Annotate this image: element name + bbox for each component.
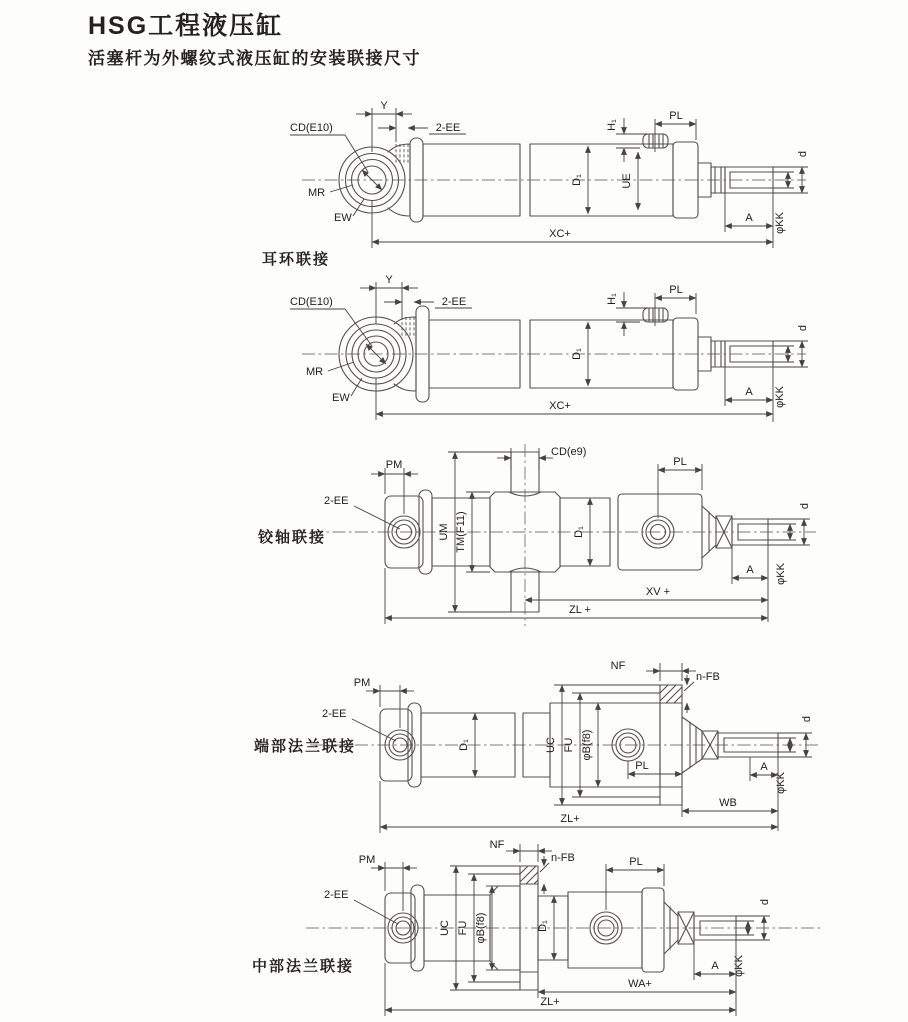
dim-label-xc: XC+ — [549, 228, 571, 240]
dim-label-pl: PL — [669, 110, 683, 122]
dim-label-ew: EW — [332, 392, 350, 404]
dim-label-fu: FU — [457, 920, 469, 936]
dim-label-y: Y — [385, 274, 393, 286]
dim-label-xc: XC+ — [549, 400, 571, 412]
dim-label-cd: CD(e9) — [551, 446, 587, 458]
dim-label-nf: NF — [610, 660, 626, 672]
dim-label-nfb: n-FB — [696, 671, 720, 683]
figure-middle-flange-mount — [250, 838, 830, 1022]
dim-label-h1: H₁ — [606, 293, 618, 305]
dim-label-a: A — [745, 212, 753, 224]
dim-label-a: A — [711, 960, 719, 972]
caption-trunnion-mount: 铰轴联接 — [258, 529, 327, 546]
dim-label-ee: 2-EE — [435, 122, 461, 134]
dimensions — [324, 839, 771, 1016]
dim-label-um: UM — [438, 523, 450, 541]
figure-eye-mount-1 — [250, 92, 810, 270]
dim-label-mr: MR — [308, 187, 326, 199]
dim-label-b: φB(f8) — [475, 912, 487, 944]
dim-label-d1: D₁ — [571, 348, 583, 360]
dim-label-kk: φKK — [775, 772, 787, 794]
dim-label-pl: PL — [629, 856, 643, 868]
dim-label-kk: φKK — [775, 563, 787, 585]
dim-label-zl: ZL+ — [560, 813, 580, 825]
caption-eye-mount: 耳环联接 — [262, 251, 331, 268]
caption-end-flange-mount: 端部法兰联接 — [254, 738, 357, 755]
page-subtitle: 活塞杆为外螺纹式液压缸的安装联接尺寸 — [88, 49, 421, 68]
dim-label-kk: φKK — [774, 212, 786, 234]
dim-label-pl: PL — [673, 456, 687, 468]
cylinder-drawing — [302, 306, 806, 402]
dim-label-ew: EW — [334, 212, 352, 224]
dim-label-ee: 2-EE — [441, 296, 467, 308]
dim-label-fu: FU — [563, 737, 575, 753]
cylinder-drawing — [310, 444, 816, 626]
dim-label-d: d — [797, 324, 809, 332]
caption-middle-flange-mount: 中部法兰联接 — [252, 958, 355, 975]
dimensions — [290, 100, 809, 248]
cylinder-drawing — [302, 134, 806, 222]
dim-label-pl: PL — [635, 760, 649, 772]
dim-label-zl: ZL+ — [540, 996, 560, 1008]
dim-label-tm: TM(F11) — [455, 511, 467, 553]
dim-label-mr: MR — [306, 366, 324, 378]
dim-label-d: d — [799, 502, 811, 510]
dim-label-d: d — [759, 898, 771, 906]
dim-label-a: A — [746, 564, 754, 576]
dim-label-cd: CD(E10) — [290, 122, 333, 134]
dimensions — [322, 660, 813, 833]
dim-label-pm: PM — [385, 459, 403, 471]
dim-label-kk: φKK — [774, 386, 786, 408]
dim-label-pm: PM — [353, 677, 371, 689]
dim-label-wb: WB — [719, 797, 737, 809]
dim-label-ue: UE — [621, 173, 633, 189]
dimensions — [290, 274, 809, 422]
dim-label-pm: PM — [358, 854, 376, 866]
dim-label-pl: PL — [669, 284, 683, 296]
dim-label-h1: H₁ — [606, 119, 618, 131]
dim-label-wa: WA+ — [628, 978, 652, 990]
dim-label-y: Y — [380, 100, 388, 112]
dim-label-nfb: n-FB — [551, 852, 575, 864]
figure-trunnion-mount — [250, 440, 830, 640]
dim-label-d: d — [797, 150, 809, 158]
dim-label-uc: UC — [545, 737, 557, 753]
dim-label-uc: UC — [439, 920, 451, 936]
dim-label-d1: D₁ — [571, 174, 583, 186]
dim-label-d: d — [801, 715, 813, 723]
dim-label-nf: NF — [489, 839, 505, 851]
figure-eye-mount-2 — [250, 268, 810, 434]
dim-label-d1: D₁ — [458, 739, 470, 751]
dim-label-kk: φKK — [733, 955, 745, 977]
dim-label-a: A — [760, 761, 768, 773]
dim-label-ee: 2-EE — [324, 889, 349, 901]
dim-label-xv: XV + — [645, 586, 671, 598]
dim-label-b: φB(f8) — [581, 729, 593, 761]
dim-label-ee: 2-EE — [324, 495, 349, 507]
dim-label-d1: D₁ — [537, 920, 549, 932]
dim-label-cd: CD(E10) — [290, 296, 333, 308]
dim-label-zl: ZL + — [569, 604, 591, 616]
dim-label-ee: 2-EE — [322, 708, 347, 720]
dim-label-a: A — [745, 386, 753, 398]
page-title: HSG工程液压缸 — [88, 12, 284, 40]
dim-label-d1: D₁ — [573, 526, 585, 538]
